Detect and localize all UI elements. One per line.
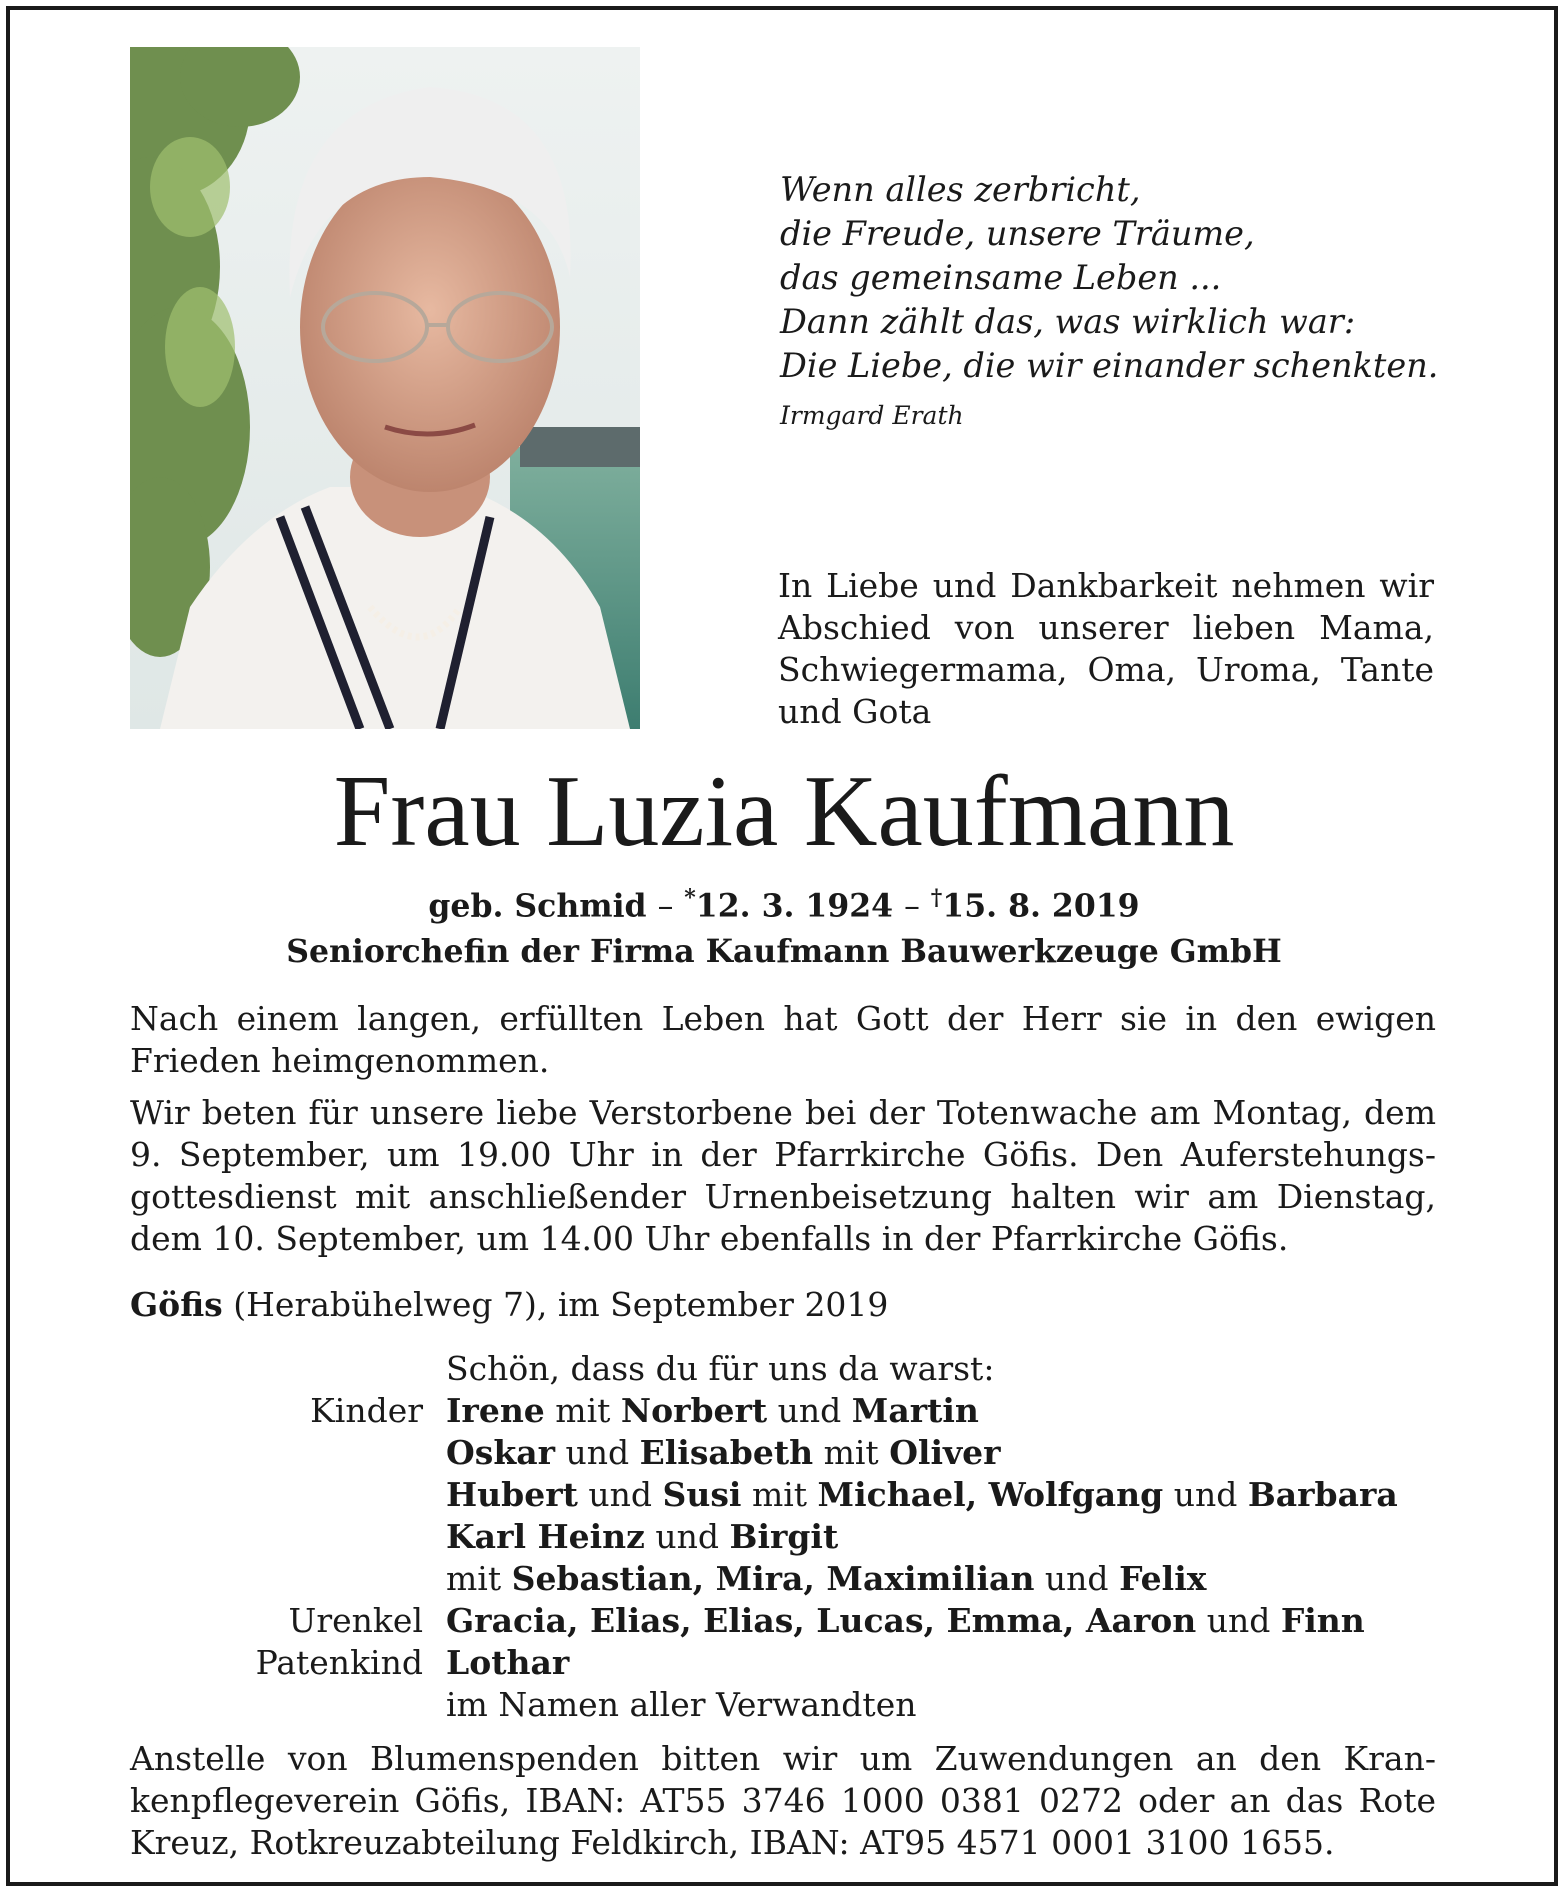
poem xyxy=(780,168,1500,434)
family-name: Oliver xyxy=(889,1433,1001,1472)
deceased-name: Frau Luzia Kaufmann xyxy=(333,755,1235,868)
family-name: Irene xyxy=(446,1391,545,1430)
paragraph-services xyxy=(130,1092,1436,1260)
family-label-children: Kinder xyxy=(310,1391,423,1430)
family-name: Birgit xyxy=(729,1517,839,1556)
family-closing: im Namen aller Verwandten xyxy=(446,1685,917,1724)
family-row xyxy=(446,1600,1365,1642)
intro-line: Abschied von unserer lieben Mama, xyxy=(778,608,1434,647)
family-name: Karl Heinz xyxy=(446,1517,645,1556)
portrait-illustration xyxy=(130,47,640,729)
donation-note xyxy=(130,1738,1436,1864)
paragraph-line: 9. September, um 19.00 Uhr in der Pfarrkirche Göfis. Den Auferstehungs- xyxy=(130,1135,1436,1174)
birth-symbol: * xyxy=(684,885,696,911)
poem-author: Irmgard Erath xyxy=(780,401,964,430)
family-name: Sebastian, Mira, Maximilian xyxy=(511,1559,1035,1598)
life-dates xyxy=(0,876,1568,929)
family-list xyxy=(0,1348,1568,1726)
family-name: Hubert xyxy=(446,1475,578,1514)
place-address: (Herabühelweg 7), im September 2019 xyxy=(222,1285,889,1324)
family-row xyxy=(446,1642,569,1684)
intro-line: Schwiegermama, Oma, Uroma, Tante xyxy=(778,650,1434,689)
portrait-photo xyxy=(130,47,640,729)
place-date xyxy=(130,1284,888,1326)
paragraph-line: Wir beten für unsere liebe Verstorbene bei der Totenwache am Montag, dem xyxy=(130,1093,1436,1132)
death-symbol: † xyxy=(930,885,943,911)
family-name: Gracia, Elias, Elias, Lucas, Emma, Aaron xyxy=(446,1601,1197,1640)
birth-name: geb. Schmid xyxy=(428,887,647,925)
family-row xyxy=(446,1390,979,1432)
paragraph-line: dem 10. September, um 14.00 Uhr ebenfalls in der Pfarrkirche Göfis. xyxy=(130,1219,1289,1258)
poem-line: Wenn alles zerbricht, xyxy=(780,170,1141,209)
paragraph-line: Frieden heimgenommen. xyxy=(130,1041,550,1080)
family-connector: und xyxy=(1163,1475,1248,1514)
death-date: 15. 8. 2019 xyxy=(942,887,1140,925)
family-name: Lothar xyxy=(446,1643,570,1682)
family-connector: und xyxy=(577,1475,663,1514)
poem-line: Die Liebe, die wir einander schenkten. xyxy=(780,346,1439,385)
poem-line: die Freude, unsere Träume, xyxy=(780,214,1255,253)
family-row xyxy=(446,1558,1206,1600)
separator: – xyxy=(657,888,674,925)
donation-line: Anstelle von Blumenspenden bitten wir um Zuwendungen an den Kran- xyxy=(130,1739,1436,1778)
family-connector: mit xyxy=(813,1433,890,1472)
intro-line: In Liebe und Dankbarkeit nehmen wir xyxy=(778,566,1434,605)
family-name: Felix xyxy=(1119,1559,1207,1598)
donation-line: kenpflegeverein Göfis, IBAN: AT55 3746 1000 0381 0272 oder an das Rote xyxy=(130,1781,1436,1820)
family-name: Susi xyxy=(662,1475,742,1514)
family-name: Michael, Wolfgang xyxy=(817,1475,1164,1514)
family-name: Norbert xyxy=(620,1391,768,1430)
birth-date: 12. 3. 1924 xyxy=(695,887,894,925)
intro-line: und Gota xyxy=(778,692,932,731)
intro-text xyxy=(778,565,1434,733)
paragraph-passing xyxy=(130,998,1436,1082)
family-name: Finn xyxy=(1280,1601,1365,1640)
family-connector: und xyxy=(1034,1559,1120,1598)
family-connector: mit xyxy=(544,1391,621,1430)
family-row xyxy=(446,1516,838,1558)
family-name: Martin xyxy=(851,1391,979,1430)
family-connector: mit xyxy=(741,1475,818,1514)
family-connector: und xyxy=(554,1433,640,1472)
family-name: Oskar xyxy=(446,1433,555,1472)
family-connector: und xyxy=(644,1517,730,1556)
paragraph-line: Nach einem langen, erfüllten Leben hat Gott der Herr sie in den ewigen xyxy=(130,999,1436,1038)
place-town: Göfis xyxy=(130,1285,223,1324)
family-connector: mit xyxy=(446,1559,512,1598)
poem-line: das gemeinsame Leben ... xyxy=(780,258,1222,297)
family-name: Elisabeth xyxy=(639,1433,814,1472)
family-name: Barbara xyxy=(1247,1475,1398,1514)
family-row xyxy=(446,1474,1398,1516)
family-heading: Schön, dass du für uns da warst: xyxy=(446,1349,995,1388)
poem-line: Dann zählt das, was wirklich war: xyxy=(780,302,1356,341)
donation-line: Kreuz, Rotkreuzabteilung Feldkirch, IBAN: AT95 4571 0001 3100 1655. xyxy=(130,1823,1335,1862)
family-label-godchild: Patenkind xyxy=(255,1643,423,1682)
family-connector: und xyxy=(1196,1601,1281,1640)
family-row xyxy=(446,1432,1001,1474)
separator: – xyxy=(904,888,920,925)
paragraph-line: gottesdienst mit anschließender Urnenbeisetzung halten wir am Dienstag, xyxy=(130,1177,1436,1216)
deceased-title: Seniorchefin der Firma Kaufmann Bauwerkzeuge GmbH xyxy=(286,933,1282,970)
family-connector: und xyxy=(767,1391,852,1430)
family-label-great-grandchildren: Urenkel xyxy=(288,1601,423,1640)
